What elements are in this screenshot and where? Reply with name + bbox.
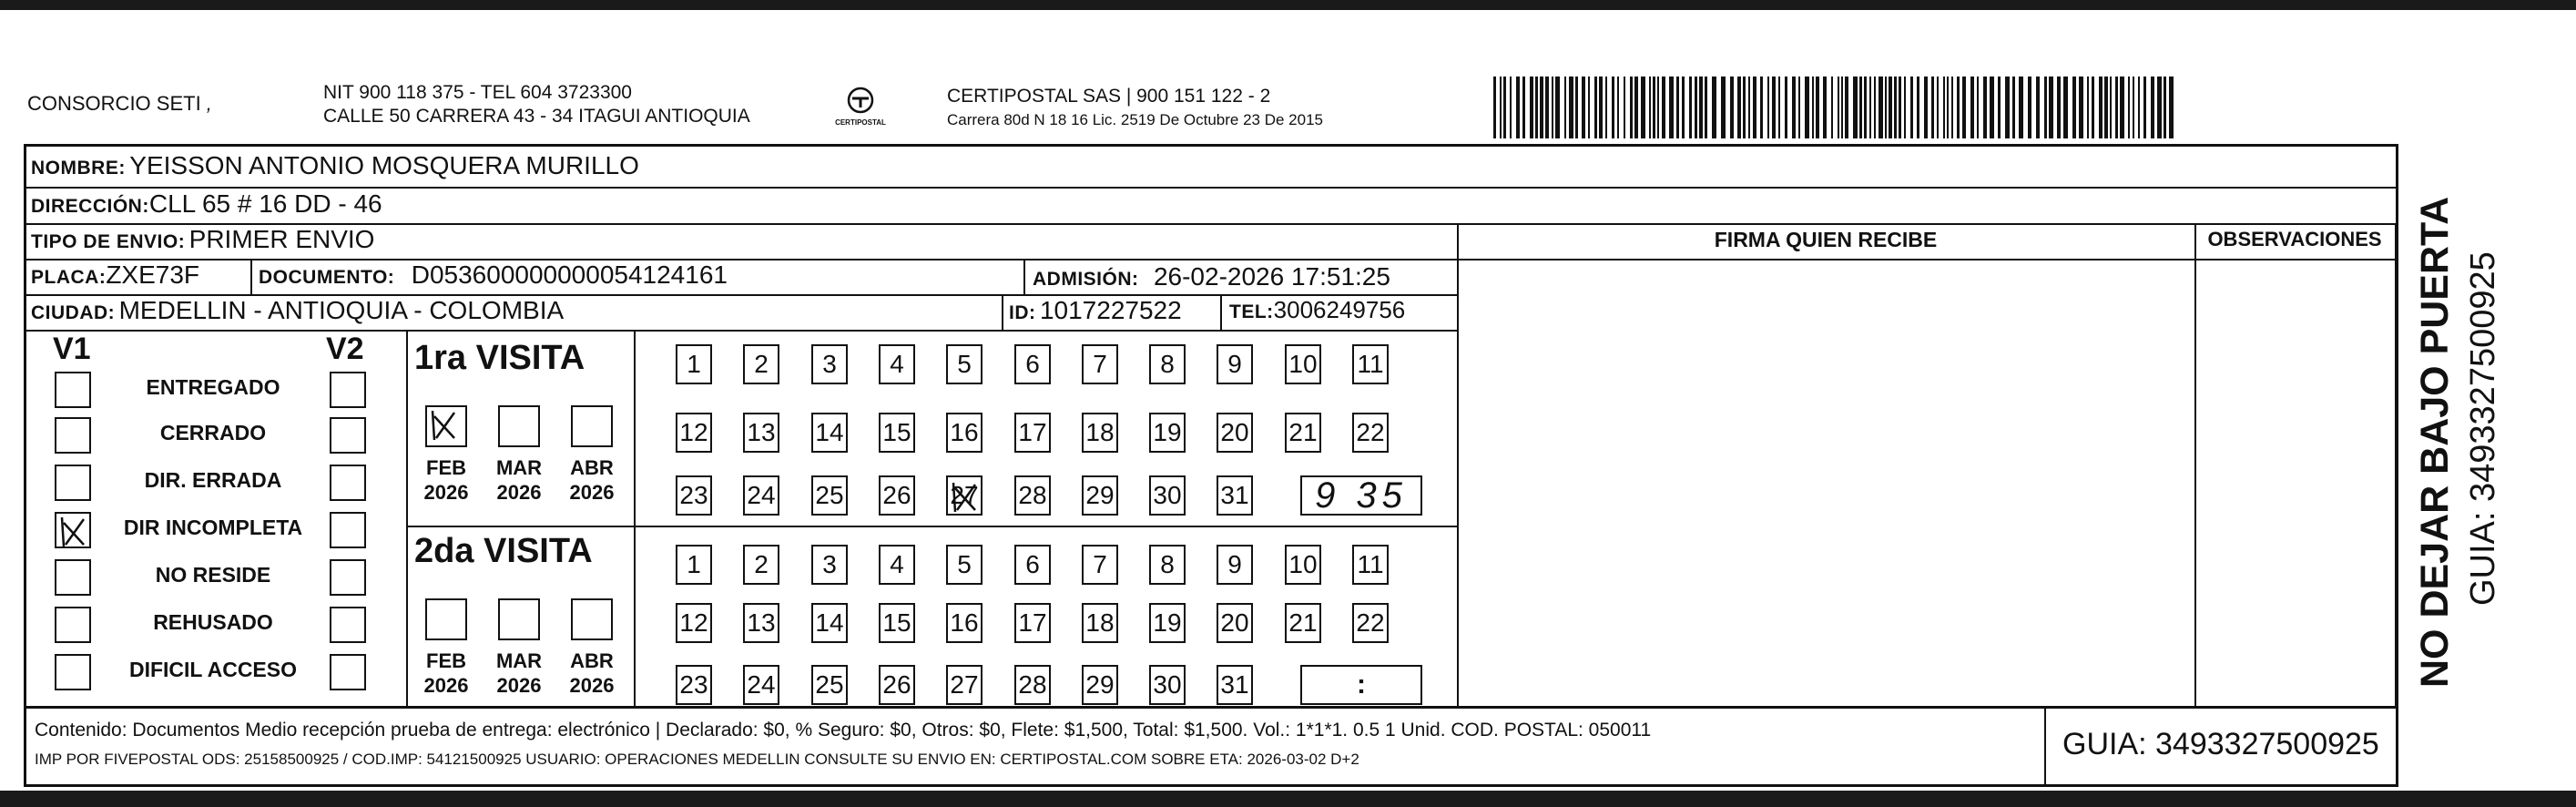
month-year: 2026 (569, 481, 615, 504)
barcode-bar (1662, 77, 1665, 138)
barcode-bar (1582, 77, 1585, 138)
day-box[interactable]: 8 (1149, 344, 1186, 384)
barcode-bar (1869, 77, 1871, 138)
barcode-bar (1649, 77, 1651, 138)
barcode-bar (1712, 77, 1716, 138)
barcode-bar (1522, 77, 1525, 138)
barcode-bar (1894, 77, 1897, 138)
barcode-bar (1937, 77, 1939, 138)
day-box[interactable]: 24 (743, 475, 779, 516)
day-box[interactable]: 30 (1149, 665, 1186, 705)
day-box[interactable]: 24 (743, 665, 779, 705)
month-checkbox[interactable] (498, 598, 540, 640)
day-box[interactable]: 25 (811, 665, 848, 705)
barcode-bar (1500, 77, 1502, 138)
barcode-bar (1605, 77, 1607, 138)
check-mark-icon (56, 538, 93, 554)
barcode-bar (2104, 77, 2108, 138)
barcode-bar (2063, 77, 2068, 138)
barcode-bar (1778, 77, 1780, 138)
barcode-bar (1569, 77, 1573, 138)
bottom-border (0, 791, 2576, 807)
footer-guia: GUIA: 3493327500925 (2062, 727, 2379, 761)
month-checkbox[interactable] (425, 598, 467, 640)
day-box[interactable]: 21 (1285, 413, 1321, 453)
barcode-bar (1805, 77, 1809, 138)
status-option-label: DIR INCOMPLETA (123, 516, 303, 539)
month-name: MAR (495, 456, 543, 479)
barcode-bar (2087, 77, 2089, 138)
barcode-bar (1594, 77, 1597, 138)
day-box[interactable]: 15 (879, 603, 915, 643)
v2-checkbox[interactable] (330, 607, 366, 643)
v1-checkbox[interactable] (55, 465, 91, 501)
day-box[interactable]: 4 (879, 344, 915, 384)
month-checkbox[interactable] (571, 598, 613, 640)
barcode-bar (1899, 77, 1901, 138)
barcode-bar (2169, 77, 2174, 138)
day-box[interactable]: 30 (1149, 475, 1186, 516)
day-box[interactable]: 27 (946, 665, 983, 705)
second-visit-title: 2da VISITA (414, 532, 593, 570)
status-option-label: DIR. ERRADA (144, 468, 282, 492)
day-box[interactable]: 11 (1352, 545, 1389, 585)
barcode-bar (1816, 77, 1819, 138)
day-box[interactable]: 15 (879, 413, 915, 453)
barcode-bar (2120, 77, 2124, 138)
barcode-bar (2128, 77, 2130, 138)
barcode-bar (1575, 77, 1578, 138)
day-box[interactable]: 5 (946, 545, 983, 585)
barcode-bar (2005, 77, 2010, 138)
v2-checkbox[interactable] (330, 372, 366, 408)
day-box[interactable]: 20 (1217, 603, 1253, 643)
month-label (560, 455, 624, 505)
first-visit-time-box[interactable]: 9 35 (1300, 475, 1422, 516)
barcode-bar (2138, 77, 2140, 138)
barcode-bar (1721, 77, 1726, 138)
barcode-bar (1503, 77, 1506, 138)
month-name: FEB (426, 456, 466, 479)
v1-checkbox[interactable] (55, 372, 91, 408)
check-mark-icon (427, 432, 463, 447)
barcode-bar (1657, 77, 1659, 138)
month-year: 2026 (569, 674, 615, 697)
barcode-bar (1624, 77, 1625, 138)
barcode-bar (1931, 77, 1934, 138)
day-box[interactable]: 6 (1014, 545, 1051, 585)
barcode-bar (1970, 77, 1974, 138)
check-mark-icon (948, 479, 984, 526)
day-box[interactable]: 27 (946, 475, 983, 516)
observaciones-header: OBSERVACIONES (2207, 228, 2382, 250)
v1-checkbox[interactable] (55, 607, 91, 643)
status-option-label: REHUSADO (153, 610, 273, 634)
barcode-bar (1998, 77, 2001, 138)
barcode-bar (1951, 77, 1953, 138)
day-box[interactable]: 26 (879, 665, 915, 705)
barcode-bar (1634, 77, 1638, 138)
day-box[interactable]: 3 (811, 545, 848, 585)
barcode-bar (1535, 77, 1538, 138)
barcode-bar (2164, 77, 2166, 138)
day-box[interactable]: 10 (1285, 545, 1321, 585)
month-checkbox[interactable] (571, 405, 613, 447)
day-box[interactable]: 13 (743, 603, 779, 643)
month-name: MAR (495, 649, 543, 672)
day-box[interactable]: 6 (1014, 344, 1051, 384)
v2-checkbox[interactable] (330, 512, 366, 548)
month-year: 2026 (423, 481, 469, 504)
barcode-bar (1676, 77, 1679, 138)
barcode-bar (1493, 77, 1496, 138)
status-option-label: NO RESIDE (155, 563, 271, 587)
v2-checkbox[interactable] (330, 654, 366, 690)
v2-label: V2 (326, 332, 364, 366)
month-label (414, 649, 478, 698)
barcode-bar (1792, 77, 1796, 138)
barcode-bar (1599, 77, 1603, 138)
barcode-bar (1730, 77, 1734, 138)
day-box[interactable]: 19 (1149, 603, 1186, 643)
barcode-bar (2110, 77, 2112, 138)
day-box[interactable]: 23 (676, 665, 712, 705)
month-name: ABR (570, 649, 614, 672)
barcode-bar (1641, 77, 1645, 138)
barcode-bar (2036, 77, 2040, 138)
barcode-bar (1831, 77, 1833, 138)
day-box[interactable]: 2 (743, 344, 779, 384)
barcode-bar (2157, 77, 2162, 138)
side-guia: GUIA: 3493327500925 (2464, 251, 2502, 606)
barcode-bar (1772, 77, 1776, 138)
month-label (487, 649, 551, 698)
certipostal-line: CERTIPOSTAL SAS | 900 151 122 - 2 (947, 86, 1271, 107)
barcode-bar (1798, 77, 1800, 138)
barcode-bar (1962, 77, 1966, 138)
v1-label: V1 (53, 332, 91, 366)
v1-checkbox[interactable] (55, 559, 91, 596)
barcode-bar (2057, 77, 2061, 138)
side-warning: NO DEJAR BAJO PUERTA (2413, 196, 2457, 688)
barcode-bar (2143, 77, 2146, 138)
day-box[interactable]: 21 (1285, 603, 1321, 643)
barcode-bar (1947, 77, 1949, 138)
barcode-bar (1699, 77, 1703, 138)
barcode-bar (1737, 77, 1741, 138)
day-box[interactable]: 26 (879, 475, 915, 516)
barcode-bar (1977, 77, 1979, 138)
barcode-bar (1853, 77, 1858, 138)
barcode-bar (2072, 77, 2076, 138)
barcode-bar (2049, 77, 2053, 138)
barcode-bar (1845, 77, 1848, 138)
day-box[interactable]: 13 (743, 413, 779, 453)
barcode-bar (1545, 77, 1549, 138)
barcode-bar (2099, 77, 2103, 138)
day-box[interactable]: 4 (879, 545, 915, 585)
day-box[interactable]: 7 (1082, 344, 1118, 384)
day-box[interactable]: 11 (1352, 344, 1389, 384)
barcode-bar (1889, 77, 1892, 138)
barcode-bar (1812, 77, 1814, 138)
barcode-bar (1885, 77, 1887, 138)
barcode-bar (1705, 77, 1707, 138)
nombre-field: NOMBRE: YEISSON ANTONIO MOSQUERA MURILLO (31, 151, 639, 179)
month-label (414, 455, 478, 505)
barcode-bar (1630, 77, 1633, 138)
barcode-bar (1760, 77, 1763, 138)
day-box[interactable]: 7 (1082, 545, 1118, 585)
day-box[interactable]: 29 (1082, 665, 1118, 705)
barcode-bar (1653, 77, 1655, 138)
month-checkbox[interactable] (425, 405, 467, 447)
day-box[interactable]: 2 (743, 545, 779, 585)
day-box[interactable]: 28 (1014, 475, 1051, 516)
barcode-bar (1564, 77, 1566, 138)
day-box[interactable]: 3 (811, 344, 848, 384)
v2-checkbox[interactable] (330, 417, 366, 454)
company-name: CONSORCIO SETI , (27, 92, 212, 115)
day-box[interactable]: 16 (946, 603, 983, 643)
address-line: CALLE 50 CARRERA 43 - 34 ITAGUI ANTIOQUIA (323, 106, 750, 127)
barcode-bar (1669, 77, 1674, 138)
status-option-label: ENTREGADO (146, 375, 280, 399)
barcode-bar (2151, 77, 2154, 138)
day-box[interactable]: 20 (1217, 413, 1253, 453)
top-border (0, 0, 2576, 10)
placa-field: PLACA:ZXE73F (31, 260, 200, 289)
day-box[interactable]: 23 (676, 475, 712, 516)
barcode-bar (1516, 77, 1520, 138)
day-box[interactable]: 14 (811, 603, 848, 643)
v1-checkbox[interactable] (55, 654, 91, 690)
month-label (487, 455, 551, 505)
barcode (1493, 77, 2176, 140)
direccion-field: DIRECCIÓN:CLL 65 # 16 DD - 46 (31, 189, 382, 218)
day-box[interactable]: 22 (1352, 413, 1389, 453)
barcode-bar (1917, 77, 1919, 138)
barcode-bar (1510, 77, 1512, 138)
barcode-bar (1785, 77, 1787, 138)
barcode-bar (1540, 77, 1543, 138)
barcode-bar (1874, 77, 1876, 138)
day-box[interactable]: 17 (1014, 603, 1051, 643)
barcode-bar (2115, 77, 2118, 138)
barcode-bar (1682, 77, 1685, 138)
nit-line: NIT 900 118 375 - TEL 604 3723300 (323, 82, 632, 103)
barcode-bar (2012, 77, 2015, 138)
barcode-bar (1910, 77, 1913, 138)
barcode-bar (1552, 77, 1553, 138)
barcode-bar (1588, 77, 1590, 138)
day-box[interactable]: 18 (1082, 413, 1118, 453)
barcode-bar (2079, 77, 2083, 138)
day-box[interactable]: 5 (946, 344, 983, 384)
admision-field: ADMISIÓN: 26-02-2026 17:51:25 (1033, 262, 1390, 291)
day-box[interactable]: 8 (1149, 545, 1186, 585)
license-line: Carrera 80d N 18 16 Lic. 2519 De Octubre 23 De 2015 (947, 111, 1323, 128)
day-box[interactable]: 28 (1014, 665, 1051, 705)
barcode-bar (1924, 77, 1928, 138)
status-option-label: CERRADO (159, 421, 267, 444)
status-option-label: DIFICIL ACCESO (128, 658, 297, 681)
day-box[interactable]: 9 (1217, 344, 1253, 384)
day-box[interactable]: 12 (676, 603, 712, 643)
barcode-bar (2019, 77, 2023, 138)
barcode-bar (1983, 77, 1987, 138)
day-box[interactable]: 14 (811, 413, 848, 453)
barcode-bar (2133, 77, 2134, 138)
barcode-bar (1990, 77, 1994, 138)
barcode-bar (1767, 77, 1769, 138)
barcode-bar (2092, 77, 2094, 138)
barcode-bar (1689, 77, 1692, 138)
day-box[interactable]: 31 (1217, 665, 1253, 705)
month-year: 2026 (496, 674, 542, 697)
barcode-bar (1743, 77, 1746, 138)
month-name: ABR (570, 456, 614, 479)
firma-header: FIRMA QUIEN RECIBE (1714, 228, 1938, 251)
barcode-bar (1864, 77, 1867, 138)
day-box[interactable]: 31 (1217, 475, 1253, 516)
v2-checkbox[interactable] (330, 465, 366, 501)
day-box[interactable]: 16 (946, 413, 983, 453)
day-box[interactable]: 17 (1014, 413, 1051, 453)
month-year: 2026 (423, 674, 469, 697)
day-box[interactable]: 22 (1352, 603, 1389, 643)
barcode-bar (1841, 77, 1843, 138)
v1-checkbox[interactable] (55, 512, 91, 548)
id-field: ID: 1017227522 (1009, 296, 1182, 324)
day-box[interactable]: 12 (676, 413, 712, 453)
barcode-bar (1943, 77, 1945, 138)
barcode-bar (1904, 77, 1906, 138)
barcode-bar (1879, 77, 1883, 138)
day-box[interactable]: 9 (1217, 545, 1253, 585)
barcode-bar (1695, 77, 1697, 138)
v1-checkbox[interactable] (55, 417, 91, 454)
barcode-bar (2044, 77, 2047, 138)
tipo-envio-field: TIPO DE ENVIO: PRIMER ENVIO (31, 225, 375, 253)
barcode-bar (1838, 77, 1839, 138)
documento-field: DOCUMENTO: D053600000000054124161 (259, 260, 728, 289)
day-box[interactable]: 10 (1285, 344, 1321, 384)
ciudad-field: CIUDAD: MEDELLIN - ANTIOQUIA - COLOMBIA (31, 296, 565, 324)
day-box[interactable]: 1 (676, 545, 712, 585)
barcode-bar (1555, 77, 1560, 138)
imp-line: IMP POR FIVEPOSTAL ODS: 25158500925 / COD.IMP: 54121500925 USUARIO: OPERACIONES MEDELLIN CONSULTE SU ENVIO EN: CERTIPOSTAL.COM SOBRE ETA: 2026-03-02 D+2 (35, 751, 1359, 768)
barcode-bar (1617, 77, 1619, 138)
barcode-bar (1859, 77, 1862, 138)
month-checkbox[interactable] (498, 405, 540, 447)
month-name: FEB (426, 649, 466, 672)
v2-checkbox[interactable] (330, 559, 366, 596)
barcode-bar (1823, 77, 1827, 138)
barcode-bar (1753, 77, 1756, 138)
second-visit-time-box[interactable]: : (1300, 665, 1422, 705)
certipostal-logo: CERTIPOSTAL (824, 80, 897, 135)
barcode-bar (1612, 77, 1614, 138)
contenido-line: Contenido: Documentos Medio recepción prueba de entrega: electrónico | Declarado: $0, % Seguro: $0, Otros: $0, Flete: $1,500, Total: $1,500. Vol.: 1*1*1. 0.5 1 Unid. COD. POSTAL: 050011 (35, 720, 1652, 741)
day-box[interactable]: 18 (1082, 603, 1118, 643)
day-box[interactable]: 19 (1149, 413, 1186, 453)
month-year: 2026 (496, 481, 542, 504)
barcode-bar (1957, 77, 1960, 138)
tel-field: TEL:3006249756 (1229, 296, 1406, 323)
day-box[interactable]: 25 (811, 475, 848, 516)
barcode-bar (1748, 77, 1750, 138)
day-box[interactable]: 1 (676, 344, 712, 384)
first-visit-title: 1ra VISITA (414, 339, 585, 377)
barcode-bar (1530, 77, 1533, 138)
barcode-bar (2028, 77, 2031, 138)
month-label (560, 649, 624, 698)
day-box[interactable]: 29 (1082, 475, 1118, 516)
